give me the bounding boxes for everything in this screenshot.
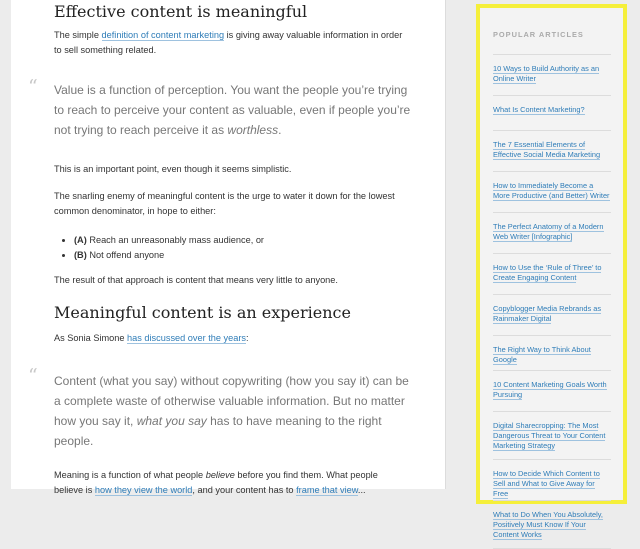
popular-article-link[interactable]: What Is Content Marketing? — [493, 105, 585, 114]
list-item — [493, 295, 611, 336]
quote-mark-icon: “ — [28, 365, 38, 387]
popular-article-link[interactable]: Digital Sharecropping: The Most Dangerous Threat to Your Content Marketing Strategy — [493, 421, 606, 450]
list-item — [493, 213, 611, 254]
list-item: • (A) Reach an unreasonably mass audience, or — [74, 233, 404, 248]
popular-article-link[interactable]: Copyblogger Media Rebrands as Rainmaker Digital — [493, 304, 602, 323]
popular-articles-sidebar — [476, 4, 627, 539]
worldview-link[interactable]: how they view the world — [94, 485, 193, 495]
popular-article-link[interactable]: The Perfect Anatomy of a Modern Web Writer [Infographic] — [493, 222, 604, 241]
popular-article-link[interactable]: How to Decide Which Content to Sell and What to Give Away for Free — [493, 469, 600, 498]
list-item — [493, 131, 611, 172]
pull-quote-value: Value is a function of perception. You want the people you’re trying to reach to perceive your content as valuable, even if people you’re not trying to reach perceive it as worthless. — [54, 83, 411, 137]
list-item — [493, 55, 611, 96]
paragraph-sonia-simone: As Sonia Simone has discussed over the years: — [54, 333, 249, 343]
discussed-link[interactable]: has discussed over the years — [127, 333, 247, 343]
section-heading-experience: Meaningful content is an experience — [54, 303, 351, 322]
frame-view-link[interactable]: frame that view — [296, 485, 358, 495]
list-item — [493, 336, 611, 371]
popular-articles-list — [493, 54, 611, 549]
popular-article-link[interactable]: The Right Way to Think About Google — [493, 345, 591, 364]
list-item — [493, 460, 611, 501]
list-item — [493, 501, 611, 549]
paragraph-important-point: This is an important point, even though it seems simplistic. — [54, 164, 292, 174]
popular-article-link[interactable]: 10 Ways to Build Authority as an Online Writer — [493, 64, 600, 83]
pull-quote-content: Content (what you say) without copywriting (how you say it) can be a complete waste of otherwise valuable information. But no matter how you say it, what you say has to have meaning to the right people. — [54, 374, 409, 448]
definition-link[interactable]: definition of content marketing — [101, 30, 225, 40]
popular-article-link[interactable]: How to Use the ‘Rule of Three’ to Create Engaging Content — [493, 263, 602, 282]
popular-article-link[interactable]: 10 Content Marketing Goals Worth Pursuing — [493, 380, 607, 399]
popular-article-link[interactable]: What to Do When You Absolutely, Positively Must Know If Your Content Works — [493, 510, 603, 539]
list-item: • (B) Not offend anyone — [74, 248, 404, 263]
list-item — [493, 371, 611, 412]
paragraph-definition: The simple definition of content marketing is giving away valuable information in order to sell something related. — [54, 30, 403, 55]
section-heading-effective: Effective content is meaningful — [54, 2, 308, 21]
quote-mark-icon: “ — [28, 76, 38, 98]
paragraph-meaning: Meaning is a function of what people believe before you find them. What people believe is how they view the world, and your content has to frame that view... — [54, 470, 378, 495]
list-item — [493, 254, 611, 295]
list-item — [493, 96, 611, 131]
popular-article-link[interactable]: How to Immediately Become a More Productive (and Better) Writer — [493, 181, 610, 200]
list-item — [493, 412, 611, 460]
list-item — [493, 172, 611, 213]
paragraph-snarling-enemy: The snarling enemy of meaningful content is the urge to water it down for the lowest common denominator, in hope to either: — [54, 191, 395, 216]
article-content — [11, 0, 446, 495]
paragraph-result: The result of that approach is content that means very little to anyone. — [54, 275, 338, 285]
sidebar-title: POPULAR ARTICLES — [493, 30, 584, 39]
bullet-list — [58, 233, 404, 263]
popular-article-link[interactable]: The 7 Essential Elements of Effective Social Media Marketing — [493, 140, 601, 159]
